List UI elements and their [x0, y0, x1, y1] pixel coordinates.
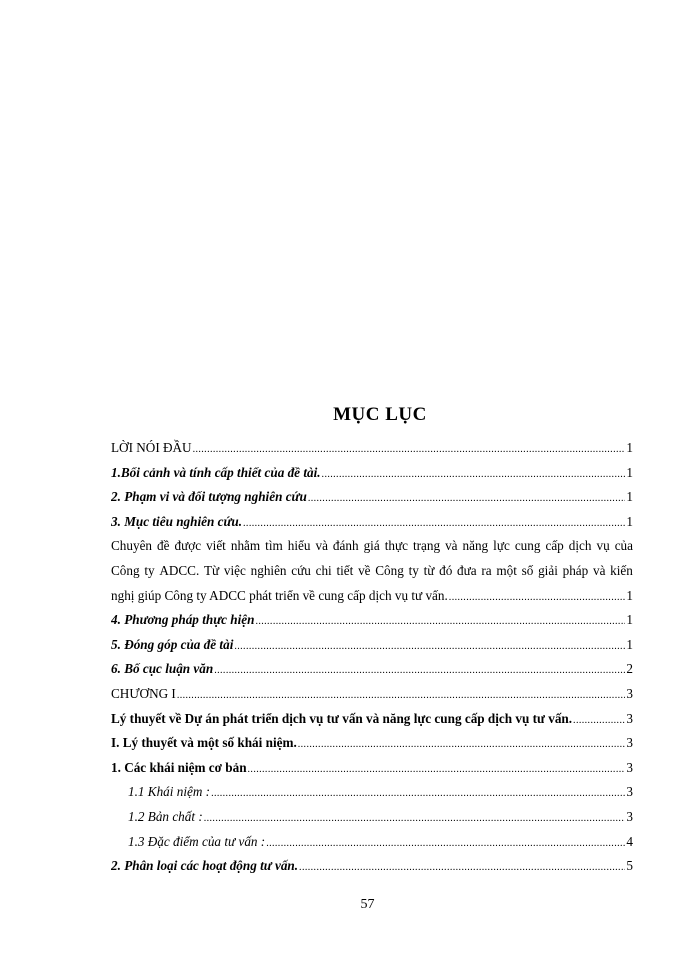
toc-entry-page: 1 [626, 513, 633, 529]
toc-entry-label: 5. Đóng góp của đề tài [111, 636, 234, 652]
toc-leader-dots [193, 438, 626, 461]
toc-leader-dots [573, 709, 625, 732]
toc-leader-dots [299, 856, 625, 879]
toc-leader-dots [298, 733, 626, 756]
toc-leader-dots [177, 684, 626, 707]
toc-entry[interactable] [111, 534, 633, 559]
toc-entry[interactable] [111, 608, 633, 633]
toc-entry-label: 1.3 Đặc điểm của tư vấn : [128, 833, 266, 849]
toc-leader-dots [255, 610, 625, 633]
toc-entry-label: 2. Phạm vi và đối tượng nghiên cứu [111, 489, 307, 505]
toc-entry[interactable] [111, 657, 633, 682]
toc-leader-dots [214, 659, 625, 682]
toc-entry[interactable] [111, 780, 633, 805]
toc-entry-label: LỜI NÓI ĐẦU [111, 440, 192, 455]
toc-entry[interactable] [111, 436, 633, 461]
toc-entry-label: I. Lý thuyết và một số khái niệm. [111, 735, 297, 751]
toc-leader-dots [204, 807, 626, 830]
toc-entry[interactable] [111, 510, 633, 535]
toc-leader-dots [211, 782, 625, 805]
toc-entry[interactable] [111, 731, 633, 756]
toc-entry-page: 1 [626, 587, 633, 603]
toc-entry-page: 3 [626, 808, 633, 824]
toc-entry-page: 2 [626, 661, 633, 677]
toc-leader-dots [248, 758, 626, 781]
toc-entry[interactable] [111, 682, 633, 707]
toc-entry-label: 6. Bố cục luận văn [111, 661, 214, 677]
toc-title: MỤC LỤC [333, 404, 427, 425]
toc-leader-dots [449, 586, 626, 609]
toc-entry-page: 3 [626, 759, 633, 775]
toc-entry-label: 1.2 Bản chất : [128, 808, 203, 824]
toc-entry-label: Chuyên đề được viết nhằm tìm hiểu và đánh giá thực trạng và năng lực cung cấp dịch vụ của [111, 538, 633, 554]
toc-entry-page: 1 [626, 612, 633, 628]
toc-entry-label: 1.1 Khái niệm : [128, 784, 211, 800]
table-of-contents [111, 436, 633, 879]
toc-entry[interactable] [111, 485, 633, 510]
toc-entry-label: nghị giúp Công ty ADCC phát triển về cung cấp dịch vụ tư vấn. [111, 587, 448, 603]
toc-entry-label: 1. Các khái niệm cơ bản [111, 759, 247, 775]
toc-entry-page: 1 [626, 440, 633, 455]
toc-entry-label: 2. Phân loại các hoạt động tư vấn. [111, 858, 299, 874]
toc-entry-page: 3 [626, 710, 633, 726]
toc-entry-page: 5 [626, 858, 633, 874]
toc-entry[interactable] [111, 584, 633, 609]
toc-entry-page: 1 [626, 464, 633, 480]
toc-entry-label: 3. Mục tiêu nghiên cứu. [111, 513, 243, 529]
toc-entry[interactable] [111, 830, 633, 855]
toc-entry[interactable] [111, 805, 633, 830]
toc-entry-label: Lý thuyết về Dự án phát triển dịch vụ tư vấn và năng lực cung cấp dịch vụ tư vấn. [111, 710, 573, 726]
toc-entry-label: Công ty ADCC. Từ việc nghiên cứu chi tiết về Công ty từ đó đưa ra một số giải pháp và kiến [111, 562, 633, 578]
toc-entry[interactable] [111, 707, 633, 732]
toc-entry-page: 1 [626, 636, 633, 652]
toc-entry-label: 1.Bối cảnh và tính cấp thiết của đề tài. [111, 464, 321, 480]
toc-leader-dots [234, 635, 625, 658]
toc-leader-dots [243, 512, 625, 535]
toc-entry-page: 3 [626, 735, 633, 751]
toc-entry-label: 4. Phương pháp thực hiện [111, 612, 255, 628]
toc-entry[interactable] [111, 756, 633, 781]
toc-leader-dots [308, 487, 626, 510]
toc-entry-page: 4 [626, 833, 633, 849]
toc-entry[interactable] [111, 559, 633, 584]
toc-entry-page: 1 [626, 489, 633, 505]
toc-entry[interactable] [111, 461, 633, 486]
toc-leader-dots [266, 832, 625, 855]
toc-entry-label: CHƯƠNG I [111, 685, 176, 701]
toc-entry[interactable] [111, 854, 633, 879]
toc-entry[interactable] [111, 633, 633, 658]
toc-leader-dots [322, 463, 626, 486]
toc-entry-page: 3 [626, 685, 633, 701]
toc-entry-page: 3 [626, 784, 633, 800]
page-number: 57 [360, 897, 375, 912]
